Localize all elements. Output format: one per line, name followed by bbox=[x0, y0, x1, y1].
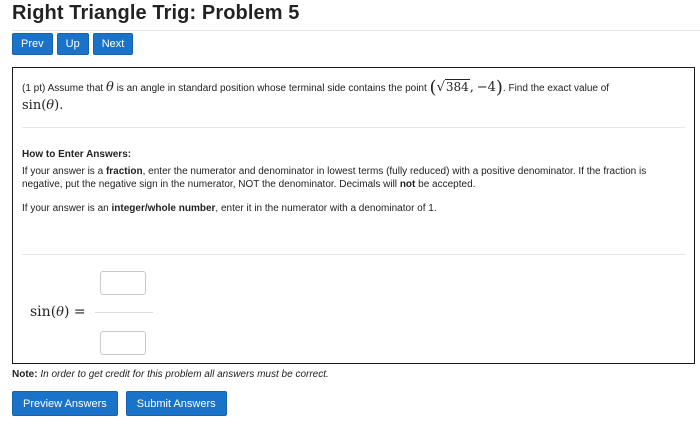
up-button[interactable]: Up bbox=[57, 33, 89, 55]
fraction-instructions bbox=[22, 165, 682, 191]
integer-text-post: , enter it in the numerator with a denominator of 1. bbox=[215, 203, 437, 214]
point-sqrt-arg: 384 bbox=[445, 80, 469, 94]
problem-text-middle: is an angle in standard position whose terminal side contains the point bbox=[116, 83, 427, 94]
problem-text-before: Assume that bbox=[47, 83, 104, 94]
problem-statement bbox=[22, 77, 686, 98]
target-fn: sin bbox=[22, 98, 42, 113]
credit-note bbox=[12, 369, 329, 380]
next-button[interactable]: Next bbox=[93, 33, 134, 55]
answer-arg: θ bbox=[56, 305, 64, 320]
preview-answers-button[interactable]: Preview Answers bbox=[12, 391, 118, 416]
fraction-text-pre: If your answer is a bbox=[22, 166, 104, 177]
page-title: Right Triangle Trig: Problem 5 bbox=[12, 2, 300, 24]
title-divider bbox=[12, 30, 700, 31]
section-divider bbox=[22, 254, 685, 255]
answer-actions bbox=[12, 391, 227, 416]
fraction-keyword: fraction bbox=[105, 166, 143, 177]
section-divider bbox=[22, 127, 685, 128]
not-keyword: not bbox=[399, 179, 416, 190]
sqrt-sign: √ bbox=[436, 80, 445, 95]
fraction-text-end: be accepted. bbox=[418, 179, 476, 190]
target-arg: θ bbox=[46, 98, 55, 113]
problem-target bbox=[22, 96, 63, 113]
answer-equals: = bbox=[73, 304, 86, 320]
integer-text-pre: If your answer is an bbox=[22, 203, 109, 214]
problem-text-after: . Find the exact value of bbox=[502, 83, 610, 94]
integer-keyword: integer/whole number bbox=[111, 203, 216, 214]
problem-points: (1 pt) bbox=[22, 83, 46, 94]
problem-panel bbox=[12, 67, 695, 364]
entry-instructions bbox=[22, 148, 682, 215]
submit-answers-button[interactable]: Submit Answers bbox=[126, 391, 227, 416]
point-separator: , bbox=[469, 80, 474, 95]
instructions-heading: How to Enter Answers: bbox=[22, 149, 132, 160]
open-paren: ( bbox=[429, 77, 437, 98]
note-label: Note: bbox=[12, 369, 38, 380]
answer-fn: sin bbox=[30, 304, 51, 320]
note-text: In order to get credit for this problem all answers must be correct. bbox=[40, 369, 329, 380]
prev-button[interactable]: Prev bbox=[12, 33, 53, 55]
integer-instructions bbox=[22, 202, 682, 215]
fraction-text-post: , enter the numerator and denominator in lowest terms (fully reduced) with a positive denominator. If the fraction is negative, put the negative sign in the numerator, NOT the denominator. Decimals will bbox=[22, 166, 647, 190]
fraction-bar bbox=[95, 312, 153, 313]
problem-navigation bbox=[12, 33, 133, 55]
target-close-paren: ) bbox=[54, 98, 60, 113]
target-period: . bbox=[59, 98, 64, 113]
denominator-input[interactable] bbox=[100, 331, 146, 355]
close-paren: ) bbox=[495, 77, 503, 98]
numerator-input[interactable] bbox=[100, 271, 146, 295]
theta-symbol: θ bbox=[105, 80, 114, 95]
target-open-paren: ( bbox=[41, 98, 47, 113]
point-y: −4 bbox=[476, 80, 496, 95]
answer-expression: sin(θ) = bbox=[30, 304, 86, 320]
